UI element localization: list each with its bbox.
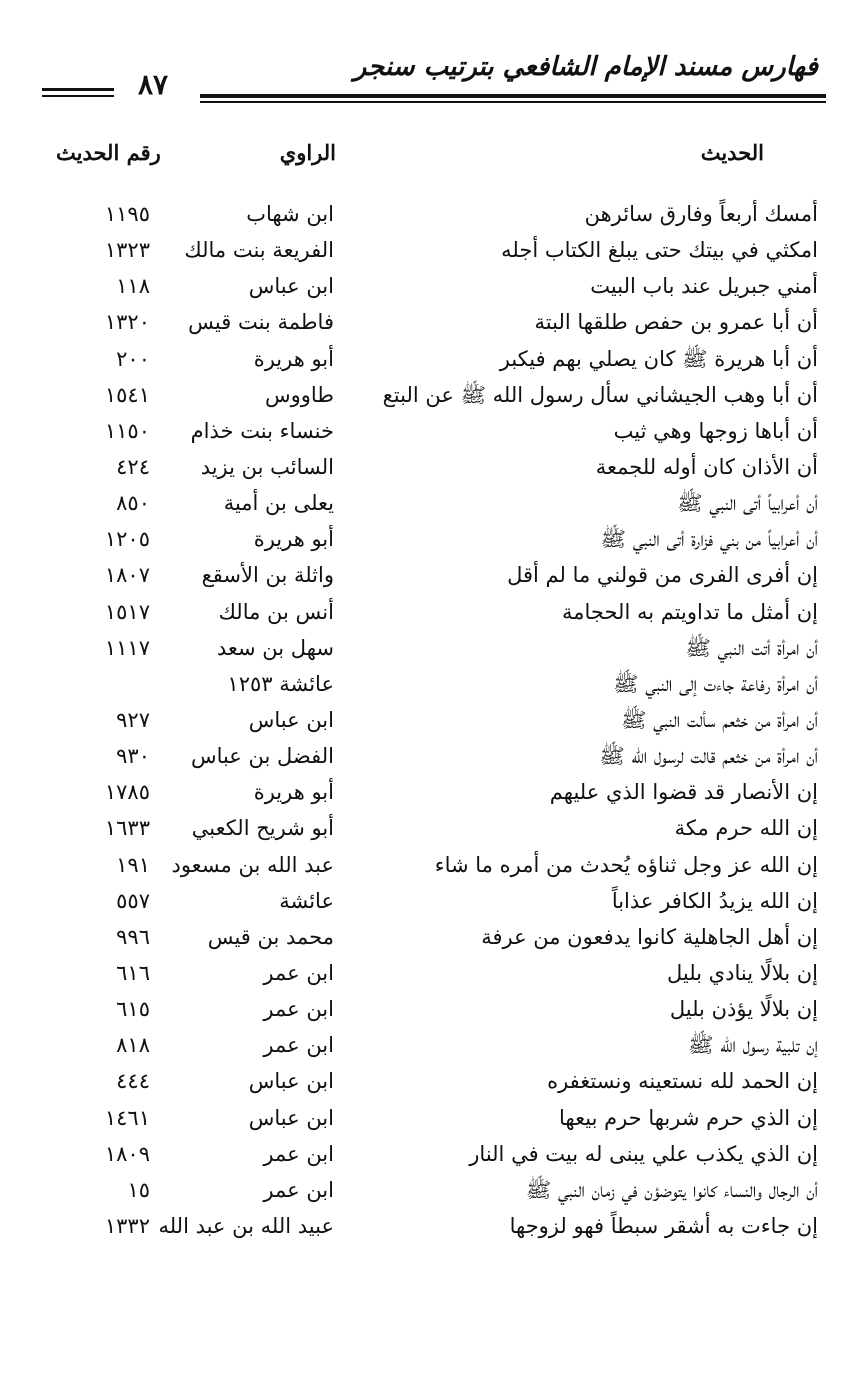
table-row <box>0 449 856 485</box>
hadith-number: ١٣٣٢ <box>104 1213 150 1238</box>
table-row <box>0 341 856 377</box>
hadith-text: أن أعرابياً أتى النبي ﷺ <box>677 491 818 516</box>
hadith-text: أن امرأة أتت النبي ﷺ <box>685 635 818 660</box>
hadith-number: ١٨٠٧ <box>104 563 150 588</box>
hadith-number: ١٧٨٥ <box>104 780 150 805</box>
narrator-name: أنس بن مالك <box>218 599 334 624</box>
hadith-number: ١٦٣٣ <box>104 816 150 841</box>
hadith-number: ٦١٦ <box>116 960 150 985</box>
narrator-name: ابن عمر <box>263 1033 334 1058</box>
table-row <box>0 1100 856 1136</box>
page-number-rule-thin <box>42 95 114 97</box>
narrator-name: أبو هريرة <box>253 527 334 552</box>
header-rule-thin <box>200 101 826 103</box>
table-row <box>0 1136 856 1172</box>
hadith-number: ١١٨ <box>116 274 150 299</box>
table-row <box>0 304 856 340</box>
hadith-text: إن الأنصار قد قضوا الذي عليهم <box>549 780 818 805</box>
narrator-name: ابن عمر <box>263 1141 334 1166</box>
hadith-number: ٤٢٤ <box>116 454 150 479</box>
narrator-name: أبو شريح الكعبي <box>191 816 334 841</box>
table-row <box>0 196 856 232</box>
hadith-number: ٦١٥ <box>116 997 150 1022</box>
page-number-rule <box>42 88 114 91</box>
hadith-number: ٤٤٤ <box>116 1069 150 1094</box>
narrator-name: ابن عباس <box>248 1069 334 1094</box>
column-header-hadith: الحديث <box>700 140 764 165</box>
hadith-number: ١٣٢٠ <box>104 310 150 335</box>
narrator-name: الفضل بن عباس <box>190 744 334 769</box>
narrator-name: عبيد الله بن عبد الله <box>158 1213 334 1238</box>
hadith-number: ١٩١ <box>116 852 150 877</box>
hadith-text: إن جاءت به أشقر سبطاً فهو لزوجها <box>509 1213 818 1238</box>
hadith-number: ١٨٠٩ <box>104 1141 150 1166</box>
table-row <box>0 413 856 449</box>
hadith-text: أن أبا هريرة ﷺ كان يصلي بهم فيكبر <box>499 346 818 371</box>
narrator-name: طاووس <box>264 382 334 407</box>
hadith-text: أن أباها زوجها وهي ثيب <box>613 418 818 443</box>
narrator-name: واثلة بن الأسقع <box>201 563 334 588</box>
narrator-name: ابن عباس <box>248 1105 334 1130</box>
column-header-narrator: الراوي <box>279 140 336 165</box>
table-row <box>0 774 856 810</box>
hadith-text: أن أبا وهب الجيشاني سأل رسول الله ﷺ عن البتع <box>382 382 818 407</box>
narrator-name: ابن عباس <box>248 707 334 732</box>
narrator-name: ابن عباس <box>248 274 334 299</box>
hadith-text: أمني جبريل عند باب البيت <box>590 274 818 299</box>
running-title: فهارس مسند الإمام الشافعي بترتيب سنجر <box>353 52 818 82</box>
table-row <box>0 1027 856 1063</box>
header-rule <box>200 94 826 98</box>
table-row <box>0 232 856 268</box>
hadith-text: امكثي في بيتك حتى يبلغ الكتاب أجله <box>501 238 818 263</box>
hadith-text: إن الذي حرم شربها حرم بيعها <box>559 1105 818 1130</box>
narrator-name: خنساء بنت خذام <box>190 418 334 443</box>
narrator-name: ابن عمر <box>263 1177 334 1202</box>
table-row <box>0 594 856 630</box>
narrator-name: ابن شهاب <box>246 202 334 226</box>
narrator-name: ابن عمر <box>263 960 334 985</box>
hadith-number: ٢٠٠ <box>116 346 150 371</box>
hadith-number: ١٥١٧ <box>104 599 150 624</box>
narrator-name: يعلى بن أمية <box>223 491 334 516</box>
hadith-text: إن بلالًا يؤذن بليل <box>669 997 818 1022</box>
narrator-name: سهل بن سعد <box>216 635 334 660</box>
hadith-number: ٥٥٧ <box>116 888 150 913</box>
hadith-text: أن الرجال والنساء كانوا يتوضؤن في زمان النبي ﷺ <box>525 1177 818 1202</box>
page-number: ٨٧ <box>138 68 169 101</box>
hadith-text: إن الله يزيدُ الكافر عذاباً <box>611 888 818 913</box>
hadith-number: ١٣٢٣ <box>104 238 150 263</box>
hadith-text: أمسك أربعاً وفارق سائرهن <box>584 202 818 226</box>
hadith-text: أن امرأة من خثعم سألت النبي ﷺ <box>621 707 818 732</box>
table-row <box>0 485 856 521</box>
narrator-name: عبد الله بن مسعود <box>171 852 334 877</box>
table-row <box>0 955 856 991</box>
narrator-name: أبو هريرة <box>253 780 334 805</box>
hadith-number: ١١١٧ <box>104 635 150 660</box>
hadith-text: إن الله عز وجل ثناؤه يُحدث من أمره ما شاء <box>434 852 818 877</box>
table-row <box>0 268 856 304</box>
hadith-text: إن أمثل ما تداويتم به الحجامة <box>562 599 818 624</box>
hadith-number: ٨١٨ <box>116 1033 150 1058</box>
hadith-number: ٩٩٦ <box>116 924 150 949</box>
table-row <box>0 666 856 702</box>
column-header-number: رقم الحديث <box>56 140 161 165</box>
hadith-number: ١٥٤١ <box>104 382 150 407</box>
hadith-number: ١١٥٠ <box>104 418 150 443</box>
hadith-number: ١٤٦١ <box>104 1105 150 1130</box>
narrator-name: أبو هريرة <box>253 346 334 371</box>
hadith-text: إن الله حرم مكة <box>674 816 818 841</box>
hadith-text: أن امرأة من خثعم قالت لرسول الله ﷺ <box>599 744 818 769</box>
index-table <box>0 196 856 1244</box>
table-row <box>0 702 856 738</box>
hadith-number: ١١٩٥ <box>104 202 150 226</box>
table-row <box>0 377 856 413</box>
hadith-text: أن امرأة رفاعة جاءت إلى النبي ﷺ <box>613 671 818 696</box>
narrator-name: فاطمة بنت قيس <box>188 310 334 335</box>
hadith-text: أن أعرابياً من بني فزارة أتى النبي ﷺ <box>600 527 818 552</box>
table-row <box>0 557 856 593</box>
table-row <box>0 919 856 955</box>
hadith-text: إن أهل الجاهلية كانوا يدفعون من عرفة <box>481 924 818 949</box>
hadith-text: إن بلالًا ينادي بليل <box>666 960 818 985</box>
table-row <box>0 991 856 1027</box>
table-row <box>0 810 856 846</box>
table-row <box>0 1063 856 1099</box>
table-row <box>0 521 856 557</box>
narrator-name: السائب بن يزيد <box>200 454 334 479</box>
table-row <box>0 1208 856 1244</box>
narrator-name: محمد بن قيس <box>207 924 334 949</box>
hadith-text: إن الذي يكذب علي يبنى له بيت في النار <box>469 1141 818 1166</box>
hadith-text: إن الحمد لله نستعينه ونستغفره <box>547 1069 818 1094</box>
table-row <box>0 1172 856 1208</box>
hadith-number: ٨٥٠ <box>116 491 150 516</box>
table-row <box>0 847 856 883</box>
table-row <box>0 883 856 919</box>
narrator-name: عائشة <box>279 888 334 913</box>
hadith-text: إن أفرى الفرى من قولني ما لم أقل <box>507 563 818 588</box>
narrator-name: عائشة ١٢٥٣ <box>227 671 334 696</box>
hadith-text: إن تلبية رسول الله ﷺ <box>688 1033 818 1058</box>
table-row <box>0 630 856 666</box>
hadith-number: ١٢٠٥ <box>104 527 150 552</box>
hadith-text: أن الأذان كان أوله للجمعة <box>595 454 818 479</box>
table-row <box>0 738 856 774</box>
hadith-number: ٩٢٧ <box>116 707 150 732</box>
narrator-name: ابن عمر <box>263 997 334 1022</box>
hadith-number: ٩٣٠ <box>116 744 150 769</box>
narrator-name: الفريعة بنت مالك <box>184 238 334 263</box>
hadith-text: أن أبا عمرو بن حفص طلقها البتة <box>534 310 818 335</box>
hadith-number: ١٥ <box>127 1177 150 1202</box>
